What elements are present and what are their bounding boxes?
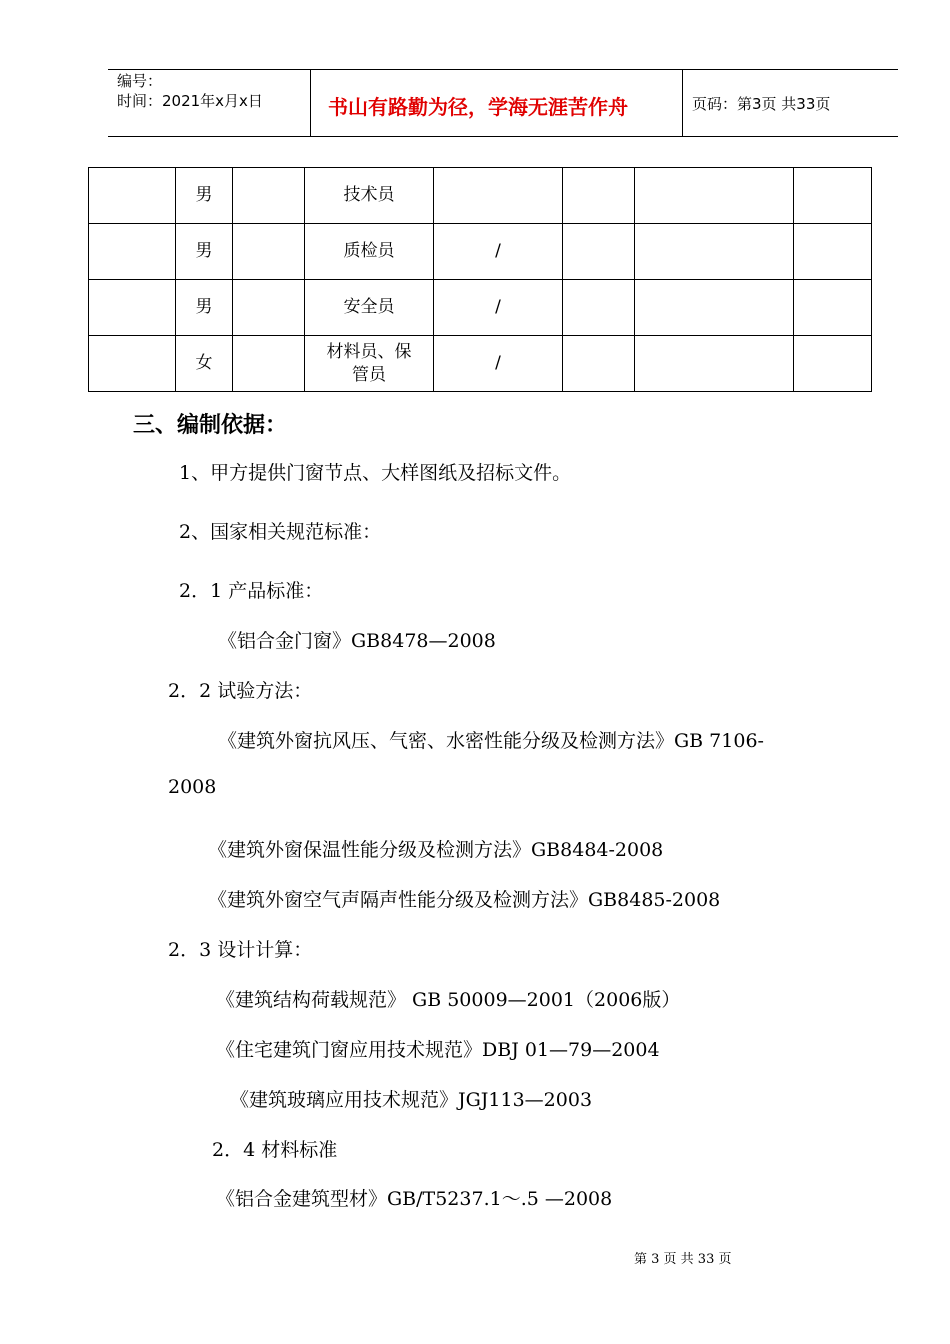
body-line: 《建筑结构荷载规范》 GB 50009—2001（2006版）	[216, 989, 681, 1011]
body-line: 2．1 产品标准：	[179, 580, 324, 602]
body-line: 2．4 材料标准	[212, 1139, 338, 1161]
mark-cell: /	[434, 280, 563, 336]
body-line: 《建筑外窗保温性能分级及检测方法》GB8484-2008	[208, 839, 664, 861]
mark-cell: /	[434, 224, 563, 280]
section-heading: 三、编制依据：	[133, 413, 288, 438]
gender-cell: 男	[176, 224, 233, 280]
table-row	[89, 280, 872, 336]
header-motto: 书山有路勤为径，学海无涯苦作舟	[328, 95, 628, 119]
mark-cell: /	[434, 336, 563, 392]
header-page-info: 页码：第3页 共33页	[692, 95, 831, 113]
role-cell: 安全员	[305, 280, 434, 336]
page-footer: 第 3 页 共 33 页	[634, 1252, 732, 1267]
header-date: 时间：2021年x月x日	[117, 92, 263, 110]
table-row	[89, 224, 872, 280]
role-cell: 技术员	[305, 168, 434, 224]
header-number-label: 编号：	[117, 72, 163, 90]
body-line: 2008	[168, 776, 217, 798]
header-top-rule	[108, 69, 898, 70]
mark-cell	[434, 168, 563, 224]
body-line: 《建筑外窗抗风压、气密、水密性能分级及检测方法》GB 7106-	[218, 730, 764, 752]
role-cell	[305, 336, 434, 392]
body-line: 《建筑玻璃应用技术规范》JGJ113—2003	[230, 1089, 593, 1111]
body-line: 《建筑外窗空气声隔声性能分级及检测方法》GB8485-2008	[208, 889, 721, 911]
gender-cell: 女	[176, 336, 233, 392]
table-row	[89, 336, 872, 392]
gender-cell: 男	[176, 280, 233, 336]
body-line: 《住宅建筑门窗应用技术规范》DBJ 01—79—2004	[216, 1039, 660, 1061]
staff-table	[88, 167, 872, 392]
body-line: 2、国家相关规范标准：	[179, 521, 382, 543]
header-divider-left	[310, 69, 311, 136]
role-text: 材料员、保管员	[326, 341, 412, 385]
body-line: 《铝合金建筑型材》GB/T5237.1～.5 —2008	[216, 1188, 613, 1210]
table-row	[89, 168, 872, 224]
body-line: 1、甲方提供门窗节点、大样图纸及招标文件。	[179, 462, 572, 484]
role-cell: 质检员	[305, 224, 434, 280]
body-line: 2．2 试验方法：	[168, 680, 313, 702]
body-line: 2．3 设计计算：	[168, 939, 313, 961]
header-bottom-rule	[108, 136, 898, 137]
body-line: 《铝合金门窗》GB8478—2008	[218, 630, 496, 652]
header-divider-right	[682, 69, 683, 136]
gender-cell: 男	[176, 168, 233, 224]
